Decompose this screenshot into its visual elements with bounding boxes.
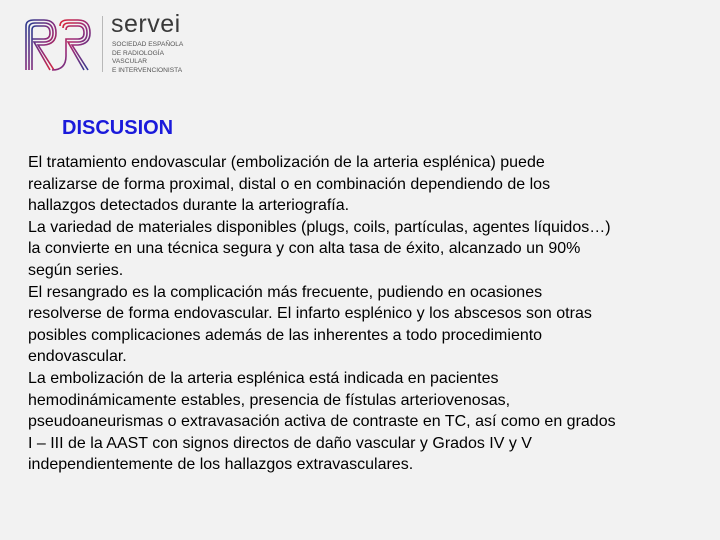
page-title: DISCUSION [62, 117, 174, 139]
paragraph-indications [28, 368, 698, 476]
text-line: La embolización de la arteria esplénica está indicada en pacientes [28, 369, 499, 387]
text-line: El resangrado es la complicación más frecuente, pudiendo en ocasiones [28, 283, 543, 301]
logo-subtitle-line: E INTERVENCIONISTA [112, 66, 183, 74]
logo-subtitle-line: SOCIEDAD ESPAÑOLA [112, 41, 184, 48]
discussion-body [28, 152, 698, 476]
text-line: hemodinámicamente estables, presencia de fístulas arteriovenosas, [28, 391, 511, 409]
text-line: según series. [28, 261, 124, 279]
text-line: la convierte en una técnica segura y con alta tasa de éxito, alcanzado un 90% [28, 240, 581, 258]
servei-logo-mark-icon [22, 16, 94, 74]
text-line: resolverse de forma endovascular. El infarto esplénico y los abscesos son otras [28, 305, 592, 323]
logo-divider [102, 16, 103, 72]
logo-subtitle-line: VASCULAR [112, 58, 148, 66]
text-line: posibles complicaciones además de las inherentes a todo procedimiento [28, 326, 543, 344]
logo-subtitle [112, 41, 222, 75]
text-line: independientemente de los hallazgos extravasculares. [28, 456, 414, 474]
paragraph-treatment [28, 152, 698, 217]
text-line: El tratamiento endovascular (embolización de la arteria esplénica) puede [28, 154, 545, 171]
text-line: I – III de la AAST con signos directos de daño vascular y Grados IV y V [28, 434, 532, 452]
logo-wordmark: servei [111, 10, 181, 38]
text-line: pseudoaneurismas o extravasación activa de contraste en TC, así como en grados [28, 413, 616, 431]
servei-logo [22, 10, 212, 78]
text-line: realizarse de forma proximal, distal o en combinación dependiendo de los [28, 175, 551, 193]
paragraph-materials [28, 217, 698, 282]
text-line: La variedad de materiales disponibles (plugs, coils, partículas, agentes líquidos…) [28, 218, 611, 236]
text-line: endovascular. [28, 348, 127, 366]
paragraph-complications [28, 282, 698, 368]
logo-subtitle-line: DE RADIOLOGÍA [112, 49, 165, 57]
text-line: hallazgos detectados durante la arteriografía. [28, 197, 350, 215]
